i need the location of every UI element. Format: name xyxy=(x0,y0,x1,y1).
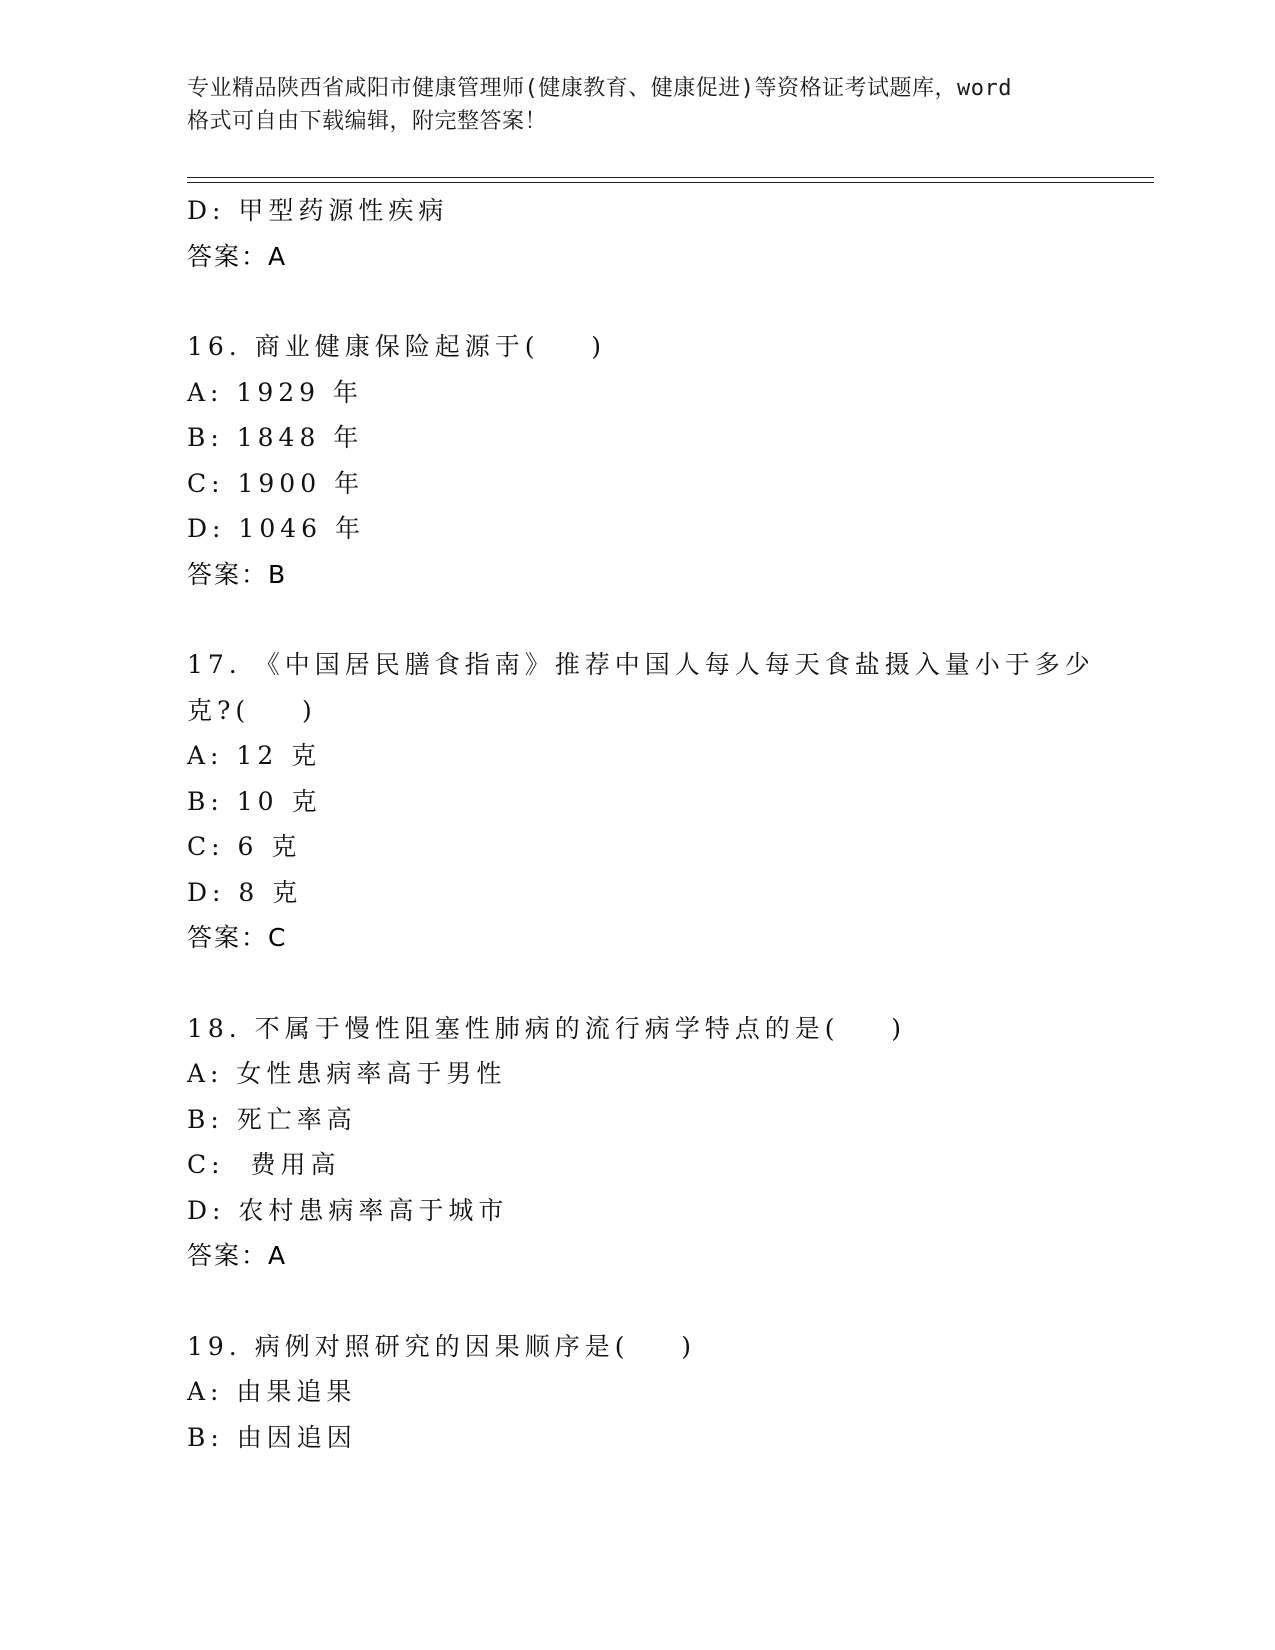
header-divider-top xyxy=(187,177,1154,178)
option-d: D: 1046 年 xyxy=(187,514,365,543)
answer-line: 答案：A xyxy=(187,1241,288,1270)
option-a: A: 由果追果 xyxy=(187,1377,357,1406)
spacer xyxy=(187,279,1107,324)
previous-question-tail xyxy=(187,188,1107,279)
option-b: B: 10 克 xyxy=(187,786,322,816)
answer-line: 答案：B xyxy=(187,559,288,589)
question-stem: 17. 《中国居民膳食指南》推荐中国人每人每天食盐摄入量小于多少 xyxy=(187,650,1095,679)
spacer xyxy=(187,961,1107,1006)
header-divider-bottom xyxy=(187,182,1154,183)
page-header xyxy=(187,72,1087,138)
header-line-2: 格式可自由下载编辑，附完整答案！ xyxy=(187,109,548,134)
option-d: D: 农村患病率高于城市 xyxy=(187,1195,509,1225)
question-stem-continued: 克?( ) xyxy=(187,695,317,725)
answer-line: 答案：C xyxy=(187,923,288,952)
question-stem: 16. 商业健康保险起源于( ) xyxy=(187,332,606,361)
option-d: D: 甲型药源性疾病 xyxy=(187,196,449,225)
question-content xyxy=(187,188,1107,1460)
option-c: C: 费用高 xyxy=(187,1150,341,1179)
option-d: D: 8 克 xyxy=(187,877,303,907)
option-a: A: 女性患病率高于男性 xyxy=(187,1059,507,1088)
question-18 xyxy=(187,1006,1107,1279)
spacer xyxy=(187,597,1107,642)
option-a: A: 12 克 xyxy=(187,741,322,770)
spacer xyxy=(187,1279,1107,1324)
question-stem: 18. 不属于慢性阻塞性肺病的流行病学特点的是( ) xyxy=(187,1013,907,1043)
option-c: C: 1900 年 xyxy=(187,468,365,498)
answer-line: 答案：A xyxy=(187,241,288,271)
option-b: B: 1848 年 xyxy=(187,423,364,452)
option-b: B: 由因追因 xyxy=(187,1422,357,1452)
question-16 xyxy=(187,324,1107,597)
option-c: C: 6 克 xyxy=(187,832,302,861)
option-b: B: 死亡率高 xyxy=(187,1104,357,1134)
option-a: A: 1929 年 xyxy=(187,377,363,407)
question-stem: 19. 病例对照研究的因果顺序是( ) xyxy=(187,1331,697,1361)
question-19 xyxy=(187,1324,1107,1461)
question-17 xyxy=(187,642,1107,961)
header-line-1: 专业精品陕西省咸阳市健康管理师(健康教育、健康促进)等资格证考试题库，word xyxy=(187,76,1012,101)
